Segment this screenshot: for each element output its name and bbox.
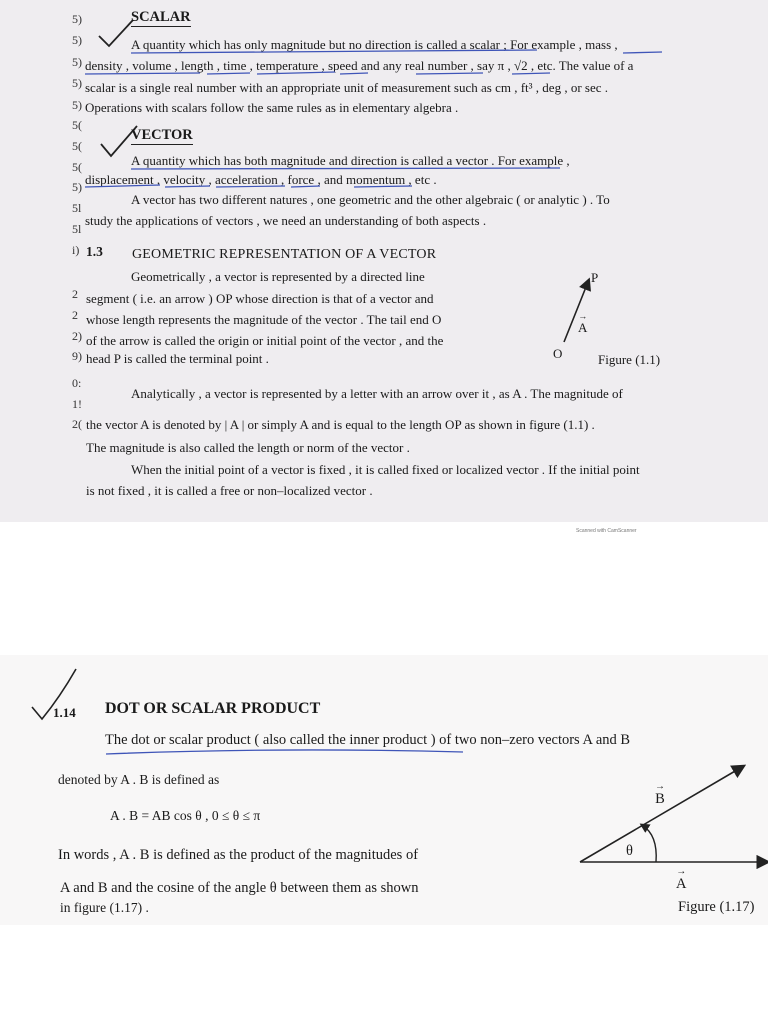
margin-mark: 2( (72, 417, 82, 431)
vector-line-3: A vector has two different natures , one geometric and the other algebraic ( or analytic ) . To (131, 192, 610, 207)
margin-mark: 2 (72, 308, 78, 322)
margin-mark: 5) (72, 98, 82, 112)
figure-1-1-label-a: → A (578, 311, 588, 335)
geom-line-2: segment ( i.e. an arrow ) OP whose direction is that of a vector and (86, 291, 434, 306)
margin-mark: 5( (72, 160, 82, 174)
scanner-watermark: Scanned with CamScanner (576, 528, 637, 534)
figure-1-1-label-o: O (553, 346, 563, 361)
margin-mark: 5( (72, 139, 82, 153)
scalar-line-4: Operations with scalars follow the same rules as in elementary algebra . (85, 100, 459, 115)
figure-1-17-label-b: → B (655, 781, 665, 807)
margin-mark: 5l (72, 201, 82, 215)
margin-mark: 5) (72, 55, 82, 69)
analytic-line-3: The magnitude is also called the length or norm of the vector . (86, 440, 410, 455)
section-1-14-number: 1.14 (53, 705, 76, 720)
margin-mark: 0: (72, 376, 82, 390)
geom-line-1: Geometrically , a vector is represented by a directed line (131, 269, 425, 284)
geom-line-4: of the arrow is called the origin or initial point of the vector , and the (86, 333, 444, 348)
margin-mark: 5l (72, 222, 82, 236)
scalar-heading: SCALAR (131, 9, 191, 25)
figure-1-1-label-p: P (591, 270, 599, 285)
geom-line-5: head P is called the terminal point . (86, 351, 269, 366)
figure-1-1-arrow (560, 270, 620, 350)
fixed-line-2: is not fixed , it is called a free or non–localized vector . (86, 483, 373, 498)
margin-mark: 5( (72, 118, 82, 132)
margin-mark: 5) (72, 12, 82, 26)
margin-mark: 5) (72, 33, 82, 47)
dot-line-5: in figure (1.17) . (60, 900, 149, 915)
vector-heading: VECTOR (131, 127, 193, 143)
margin-mark: 5) (72, 76, 82, 90)
geom-line-3: whose length represents the magnitude of the vector . The tail end O (86, 312, 442, 327)
vector-line-4: study the applications of vectors , we need an understanding of both aspects . (85, 213, 487, 228)
figure-1-17-label-theta: θ (626, 843, 633, 859)
margin-mark: 1! (72, 397, 82, 411)
section-1-3-title: GEOMETRIC REPRESENTATION OF A VECTOR (132, 247, 437, 262)
margin-mark: 9) (72, 349, 82, 363)
figure-1-1-caption: Figure (1.1) (598, 352, 661, 367)
analytic-line-2: the vector A is denoted by | A | or simply A and is equal to the length OP as shown in figure (1.1) . (86, 417, 595, 432)
dot-formula: A . B = AB cos θ , 0 ≤ θ ≤ π (110, 808, 261, 823)
figure-1-17-diagram (570, 755, 768, 875)
margin-mark: 5) (72, 180, 82, 194)
figure-1-17-label-a: → A (676, 866, 687, 892)
vector-line-2: displacement , velocity , acceleration , force , and momentum , etc . (85, 172, 437, 187)
dot-line-3: In words , A . B is defined as the product of the magnitudes of (58, 847, 419, 863)
section-1-3-number: 1.3 (86, 244, 103, 259)
scalar-line-3: scalar is a single real number with an appropriate unit of measurement such as cm , ft³ , deg , or sec . (85, 80, 609, 95)
scalar-line-1: A quantity which has only magnitude but no direction is called a scalar ; For example , mass , (131, 37, 618, 52)
bottom-scanned-page (0, 655, 768, 925)
margin-mark: i) (72, 243, 80, 257)
section-1-14-title: DOT OR SCALAR PRODUCT (105, 700, 321, 717)
scalar-line-2: density , volume , length , time , temperature , speed and any real number , say π , √2 , etc. The value of a (85, 58, 634, 73)
dot-line-1: The dot or scalar product ( also called the inner product ) of two non–zero vectors A and B (105, 732, 631, 748)
dot-line-2: denoted by A . B is defined as (58, 772, 220, 787)
vector-line-1: A quantity which has both magnitude and direction is called a vector . For example , (131, 153, 570, 168)
figure-1-17-caption: Figure (1.17) (678, 899, 755, 915)
analytic-line-1: Analytically , a vector is represented by a letter with an arrow over it , as A . The magnitude of (131, 386, 623, 401)
margin-mark: 2 (72, 287, 78, 301)
vector-pen-underlines (0, 0, 768, 200)
dot-line-4: A and B and the cosine of the angle θ between them as shown (60, 880, 419, 896)
fixed-line-1: When the initial point of a vector is fixed , it is called fixed or localized vector . If the initial point (131, 462, 640, 477)
margin-mark: 2) (72, 329, 82, 343)
